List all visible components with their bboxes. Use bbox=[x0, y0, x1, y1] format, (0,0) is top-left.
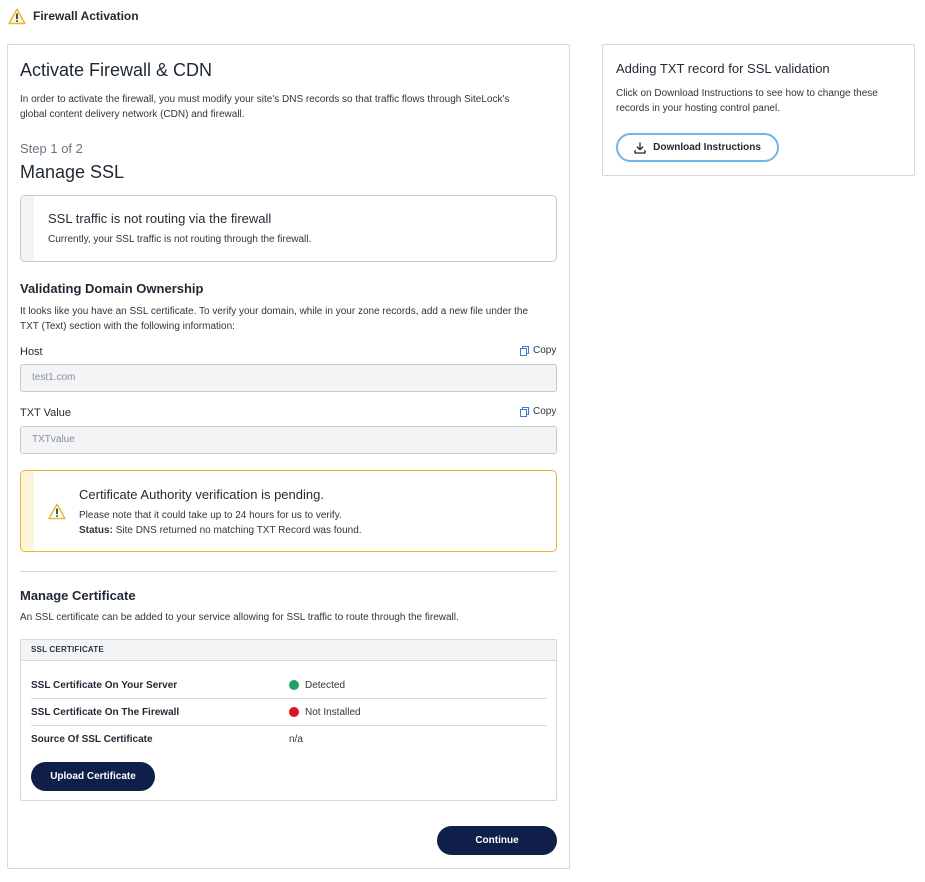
alert-title: Certificate Authority verification is pending. bbox=[79, 487, 324, 502]
copy-icon bbox=[520, 407, 529, 417]
warning-icon bbox=[48, 503, 66, 520]
download-icon bbox=[634, 142, 646, 154]
verification-pending-alert bbox=[20, 470, 557, 552]
help-card-title: Adding TXT record for SSL validation bbox=[616, 61, 830, 76]
alert-status bbox=[79, 523, 362, 538]
intro-line-2: global content delivery network (CDN) and firewall. bbox=[20, 109, 245, 120]
validating-text-line-1: It looks like you have an SSL certificate. To verify your domain, while in your zone records, add a new file under the bbox=[20, 306, 529, 317]
section-divider bbox=[20, 571, 557, 572]
validating-title: Validating Domain Ownership bbox=[20, 281, 204, 296]
info-box-title: SSL traffic is not routing via the firewall bbox=[48, 211, 272, 226]
step-indicator: Step 1 of 2 bbox=[20, 141, 83, 156]
upload-certificate-button[interactable]: Upload Certificate bbox=[31, 762, 155, 791]
alert-accent bbox=[21, 471, 34, 551]
table-row bbox=[31, 726, 547, 753]
section-title: Manage SSL bbox=[20, 162, 125, 182]
validating-text-line-2: TXT (Text) section with the following information: bbox=[20, 321, 235, 332]
intro-line-1: In order to activate the firewall, you must modify your site's DNS records so that traffic flows through SiteLock's bbox=[20, 94, 510, 105]
txt-value-copy-label: Copy bbox=[533, 406, 557, 417]
alert-body bbox=[79, 508, 362, 538]
info-box-accent bbox=[21, 196, 34, 261]
page-title: Firewall Activation bbox=[33, 9, 139, 23]
host-label: Host bbox=[20, 346, 43, 358]
page-header bbox=[8, 7, 139, 25]
row-value: n/a bbox=[289, 734, 303, 745]
help-card-text-line-1: Click on Download Instructions to see how to change these bbox=[616, 88, 878, 99]
txt-record-help-card bbox=[602, 44, 915, 176]
ssl-routing-info-box bbox=[20, 195, 557, 262]
table-header: SSL CERTIFICATE bbox=[21, 640, 556, 661]
card-title: Activate Firewall & CDN bbox=[20, 60, 213, 80]
row-value bbox=[289, 707, 361, 718]
status-text: Detected bbox=[305, 679, 346, 691]
alert-status-text: Site DNS returned no matching TXT Record was found. bbox=[115, 525, 362, 536]
table-row bbox=[31, 672, 547, 699]
help-card-text-line-2: records in your hosting control panel. bbox=[616, 103, 780, 114]
host-copy-button[interactable] bbox=[520, 345, 556, 356]
status-dot-green bbox=[289, 680, 299, 690]
alert-note: Please note that it could take up to 24 hours for us to verify. bbox=[79, 510, 342, 521]
alert-status-label: Status: bbox=[79, 525, 113, 536]
manage-certificate-title: Manage Certificate bbox=[20, 588, 136, 603]
table-row bbox=[31, 699, 547, 726]
row-label: SSL Certificate On The Firewall bbox=[31, 706, 180, 718]
copy-icon bbox=[520, 346, 529, 356]
warning-icon bbox=[8, 8, 26, 25]
continue-button[interactable]: Continue bbox=[437, 826, 557, 855]
row-label: SSL Certificate On Your Server bbox=[31, 679, 178, 691]
status-text: Not Installed bbox=[305, 706, 361, 718]
row-value bbox=[289, 680, 345, 691]
ssl-certificate-table bbox=[20, 639, 557, 801]
host-copy-label: Copy bbox=[533, 345, 557, 356]
txt-value-label: TXT Value bbox=[20, 407, 71, 419]
row-label: Source Of SSL Certificate bbox=[31, 734, 153, 745]
download-instructions-label: Download Instructions bbox=[653, 142, 761, 153]
info-box-text: Currently, your SSL traffic is not routing through the firewall. bbox=[48, 234, 312, 245]
manage-certificate-text: An SSL certificate can be added to your service allowing for SSL traffic to route through the firewall. bbox=[20, 612, 459, 623]
activate-firewall-card bbox=[7, 44, 570, 869]
host-field[interactable]: test1.com bbox=[20, 364, 557, 392]
txt-value-field[interactable]: TXTvalue bbox=[20, 426, 557, 454]
download-instructions-button[interactable] bbox=[616, 133, 779, 162]
txt-value-copy-button[interactable] bbox=[520, 406, 556, 417]
status-dot-red bbox=[289, 707, 299, 717]
